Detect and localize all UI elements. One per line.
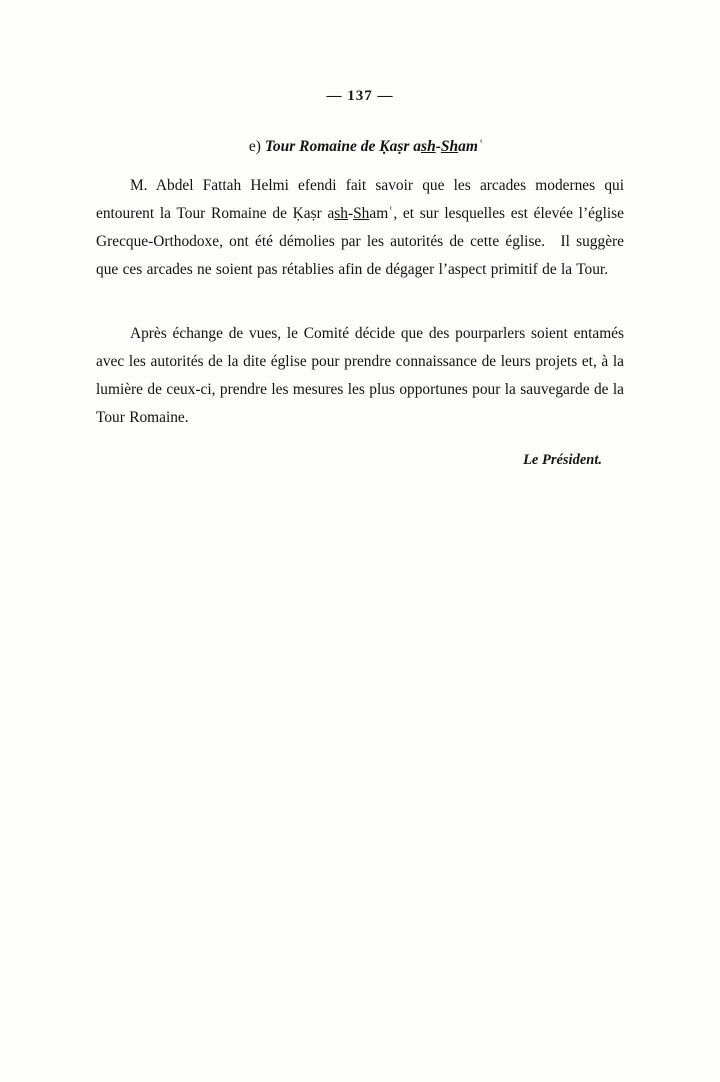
paragraph-2-text-part-1: Après échange de vues, le Comité décide que des pourparlers soient entamés avec les autorités de la dite église pour prendre connaissance de leurs projets et, à la lumière de ceux-ci, prendre les mesures les plus opportunes pour la sauvegarde de la Tour Romaine. — [96, 325, 624, 427]
section-title-underline-2: Sh — [440, 138, 459, 155]
paragraph-1 — [96, 172, 624, 284]
signature-line: Le Président. — [523, 452, 602, 468]
page-number: — 137 — — [326, 88, 394, 104]
section-title — [265, 138, 483, 155]
section-title-underline-1: sh — [421, 138, 436, 155]
section-title-part-2: - — [435, 138, 441, 155]
section-title-part-1: Tour Romaine de Ḳaṣr a — [264, 138, 422, 155]
paragraph-1-text-part-3: amʿ, et sur lesquelles est élevée l’église Grecque-Orthodoxe, ont été démolies par les autorités de cette église. Il suggère que ces arcades ne soient pas rétablies afin de dégager l’aspect primitif de la Tour. — [96, 205, 624, 279]
paragraph-1-text-part-2: - — [347, 205, 354, 223]
section-title-part-3: amʿ — [458, 138, 484, 155]
paragraph-1-underline-1: sh — [334, 205, 348, 223]
section-heading — [96, 138, 636, 156]
section-letter: e) — [248, 138, 261, 155]
paragraph-2 — [96, 320, 624, 432]
paragraph-1-underline-2: Sh — [353, 205, 370, 223]
paragraph-1-text-part-1: M. Abdel Fattah Helmi efendi fait savoir que les arcades modernes qui entourent la Tour Romaine de Ḳaṣr a — [96, 177, 624, 223]
